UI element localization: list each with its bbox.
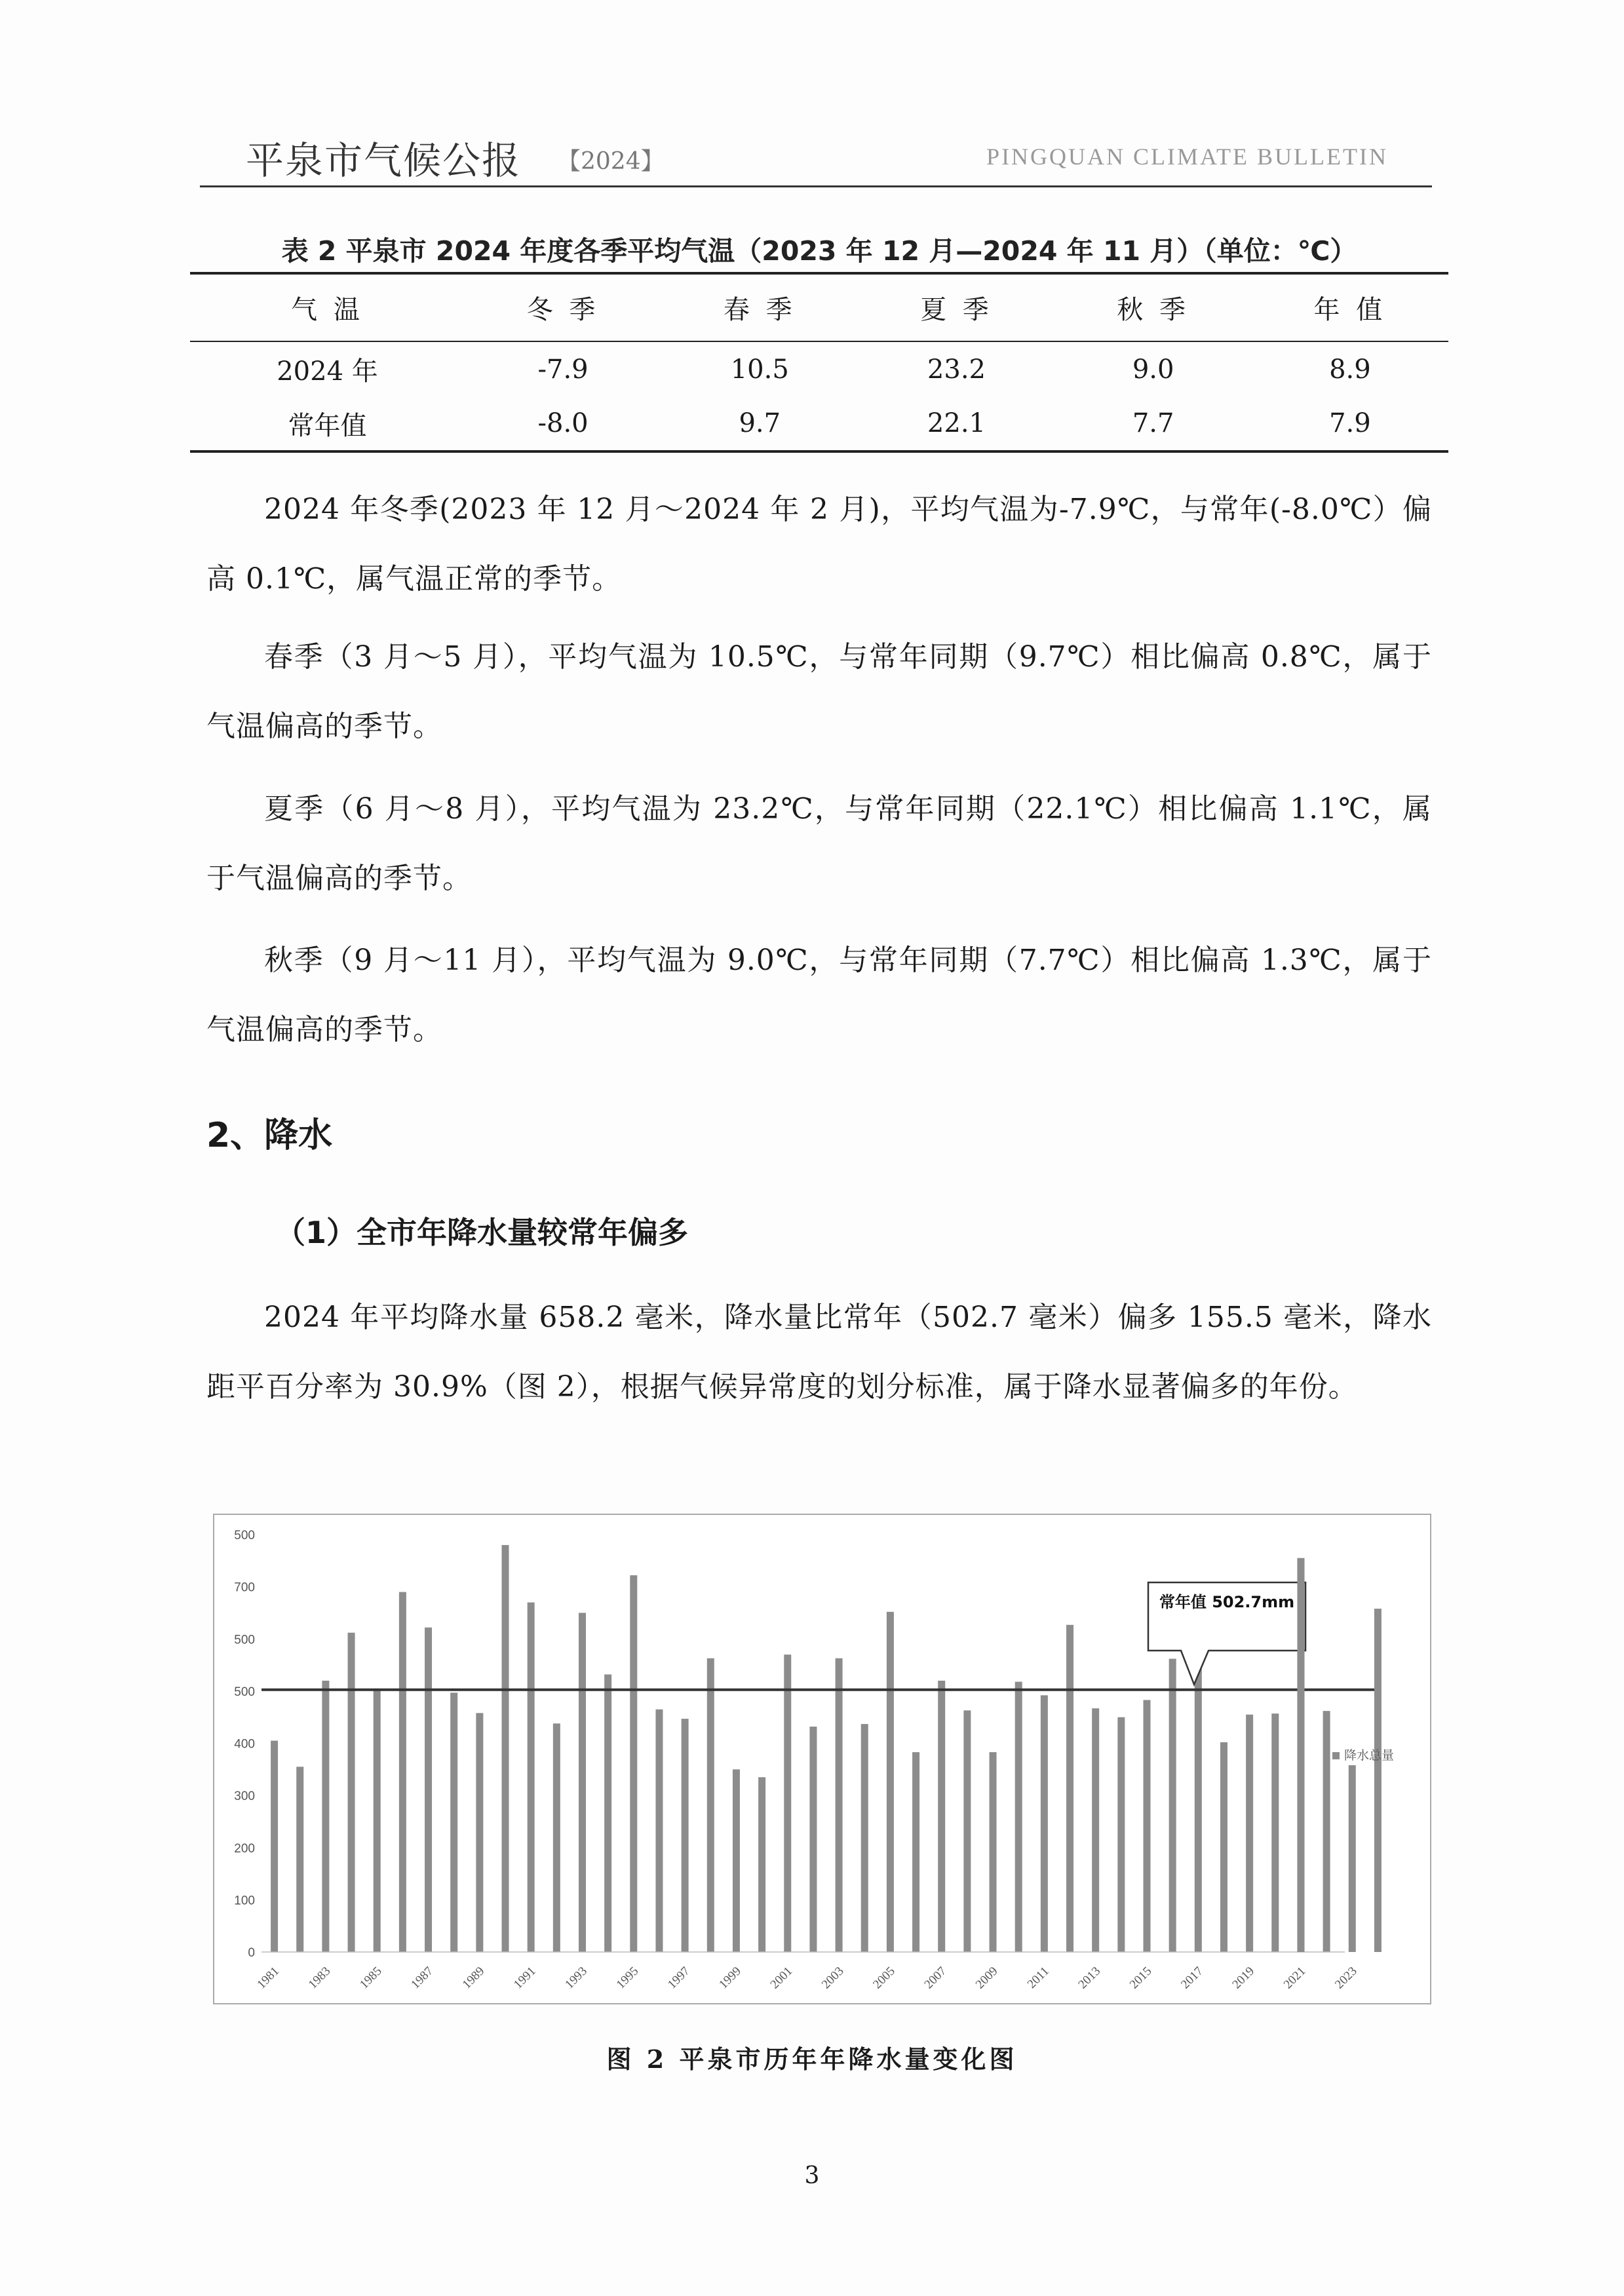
x-tick-label: 2013 [1075,1964,1104,1992]
table-cell: -7.9 [537,354,589,385]
x-tick-label: 1991 [511,1964,539,1992]
bar-2008 [963,1710,971,1952]
bar-2007 [938,1681,945,1952]
bar-1998 [707,1658,714,1952]
x-tick-label: 1989 [459,1964,488,1992]
bar-1990 [502,1545,509,1952]
paragraph-summer: 夏季（6 月～8 月），平均气温为 23.2℃，与常年同期（22.1℃）相比偏高 1.1℃，属于气温偏高的季节。 [206,792,1432,895]
y-tick-label: 500 [234,1685,255,1699]
bar-2011 [1041,1695,1048,1952]
section-heading: 2、降水 [206,1116,333,1155]
x-tick-label: 1999 [716,1964,744,1992]
bar-2017 [1195,1652,1202,1952]
x-tick-label: 2019 [1229,1964,1258,1992]
bar-1985 [374,1689,381,1952]
bar-2012 [1066,1625,1073,1952]
x-tick-label: 2009 [973,1964,1001,1992]
bar-1987 [425,1628,432,1952]
bar-1982 [296,1767,303,1952]
x-tick-label: 1983 [305,1964,334,1992]
x-tick-label: 2017 [1178,1964,1206,1992]
x-tick-label: 2005 [870,1964,898,1992]
x-tick-label: 1997 [665,1964,693,1992]
bar-2023 [1349,1765,1356,1952]
bar-2003 [836,1658,843,1952]
bar-2020 [1271,1713,1279,1952]
bar-1995 [630,1575,637,1952]
bar-2001 [784,1655,791,1952]
bar-2024 [1374,1609,1382,1952]
seasonal-temperature-table [190,272,1448,453]
x-tick-label: 2015 [1127,1964,1155,1992]
table-cell: 23.2 [927,354,986,385]
bar-2019 [1246,1715,1253,1952]
paragraph-spring: 春季（3 月～5 月），平均气温为 10.5℃，与常年同期（9.7℃）相比偏高 0.8℃，属于气温偏高的季节。 [206,640,1432,743]
bar-1989 [476,1713,483,1952]
bar-2013 [1092,1708,1099,1952]
paragraph-autumn: 秋季（9 月～11 月），平均气温为 9.0℃，与常年同期（7.7℃）相比偏高 1.3℃，属于气温偏高的季节。 [206,944,1432,1046]
y-tick-label: 700 [234,1580,255,1595]
x-tick-label: 2011 [1024,1964,1052,1991]
y-tick-label: 0 [248,1946,255,1960]
table-cell: 9.7 [661,396,858,451]
table-header-row [190,273,1448,341]
bar-1993 [579,1613,586,1952]
x-tick-label: 2021 [1281,1964,1309,1992]
paragraph-precipitation: 2024 年平均降水量 658.2 毫米，降水量比常年（502.7 毫米）偏多 155.5 毫米，降水距平百分率为 30.9%（图 2），根据气候异常度的划分标准，属于降水显著偏多的年份。 [206,1301,1432,1404]
table-cell: 22.1 [858,396,1054,451]
header-divider [200,185,1432,187]
table-cell: 2024 年 [277,356,378,387]
table-cell: -8.0 [465,396,661,451]
y-tick-label: 500 [234,1529,255,1542]
bar-2004 [861,1724,868,1952]
bar-2018 [1220,1742,1228,1952]
x-tick-label: 2023 [1332,1964,1360,1992]
page-number: 3 [804,2162,820,2189]
table-header-cell: 冬 季 [465,273,661,341]
bar-1992 [553,1723,560,1952]
figure-caption: 图 2 平泉市历年年降水量变化图 [606,2044,1018,2074]
bar-2021-front [1297,1558,1304,1952]
y-tick-label: 500 [234,1633,255,1647]
table-cell: 7.7 [1055,396,1252,451]
x-tick-label: 2003 [819,1964,847,1992]
table-row [190,396,1448,451]
x-tick-label: 1993 [562,1964,590,1992]
table-cell: 7.9 [1252,396,1448,451]
header-title: 平泉市气候公报 [246,138,522,183]
bar-1984 [348,1633,355,1952]
bar-2000 [758,1777,765,1952]
table-cell: 10.5 [730,354,789,385]
bar-2014 [1117,1717,1125,1952]
table-header-cell: 春 季 [661,273,858,341]
x-tick-label: 1995 [613,1964,642,1992]
bar-1983 [322,1681,329,1952]
x-tick-label: 1987 [408,1964,436,1992]
bar-2005 [887,1612,894,1952]
bar-1991 [528,1603,535,1952]
table-header-cell: 气 温 [190,273,465,341]
x-tick-label: 1981 [254,1964,282,1992]
table-header-cell: 秋 季 [1055,273,1252,341]
x-tick-label: 2001 [767,1964,796,1992]
legend-label: 降水总量 [1344,1748,1395,1763]
paragraph-winter: 2024 年冬季(2023 年 12 月～2024 年 2 月)，平均气温为-7.9℃，与常年(-8.0℃）偏高 0.1℃，属气温正常的季节。 [206,493,1432,596]
table-cell: 8.9 [1329,354,1371,385]
bar-1997 [682,1719,689,1952]
table-caption: 表 2 平泉市 2024 年度各季平均气温（2023 年 12 月—2024 年 11 月）（单位：℃） [281,235,1357,267]
precipitation-chart-svg [214,1515,1430,2003]
legend-swatch [1332,1752,1340,1759]
x-tick-label: 1985 [357,1964,385,1992]
bar-2002 [809,1727,817,1952]
table-header-cell: 夏 季 [858,273,1054,341]
bar-1981 [271,1741,278,1952]
normal-value-label: 常年值 502.7mm [1159,1593,1295,1611]
bar-1986 [399,1592,406,1952]
bar-1988 [450,1693,457,1952]
bar-2022 [1323,1711,1330,1952]
table-header-cell: 年 值 [1252,273,1448,341]
bar-2010 [1015,1682,1022,1952]
subsection-heading: （1）全市年降水量较常年偏多 [275,1215,689,1250]
bar-2016 [1169,1659,1176,1952]
bar-2006 [912,1752,919,1952]
bar-1994 [604,1674,611,1952]
header-english-title: PINGQUAN CLIMATE BULLETIN [986,144,1388,170]
table-cell: 常年值 [190,396,465,451]
y-tick-label: 100 [234,1894,255,1908]
header-year-tag: 【2024】 [557,148,665,175]
x-tick-label: 2007 [921,1964,950,1992]
y-tick-label: 300 [234,1789,255,1804]
bar-1999 [733,1769,740,1952]
precipitation-chart [213,1514,1431,2004]
y-tick-label: 400 [234,1737,255,1751]
bar-2009 [990,1752,997,1952]
bar-2015 [1143,1700,1150,1952]
table-row [190,341,1448,396]
y-tick-label: 200 [234,1841,255,1856]
table-cell: 9.0 [1132,354,1174,385]
bar-1996 [655,1710,663,1952]
